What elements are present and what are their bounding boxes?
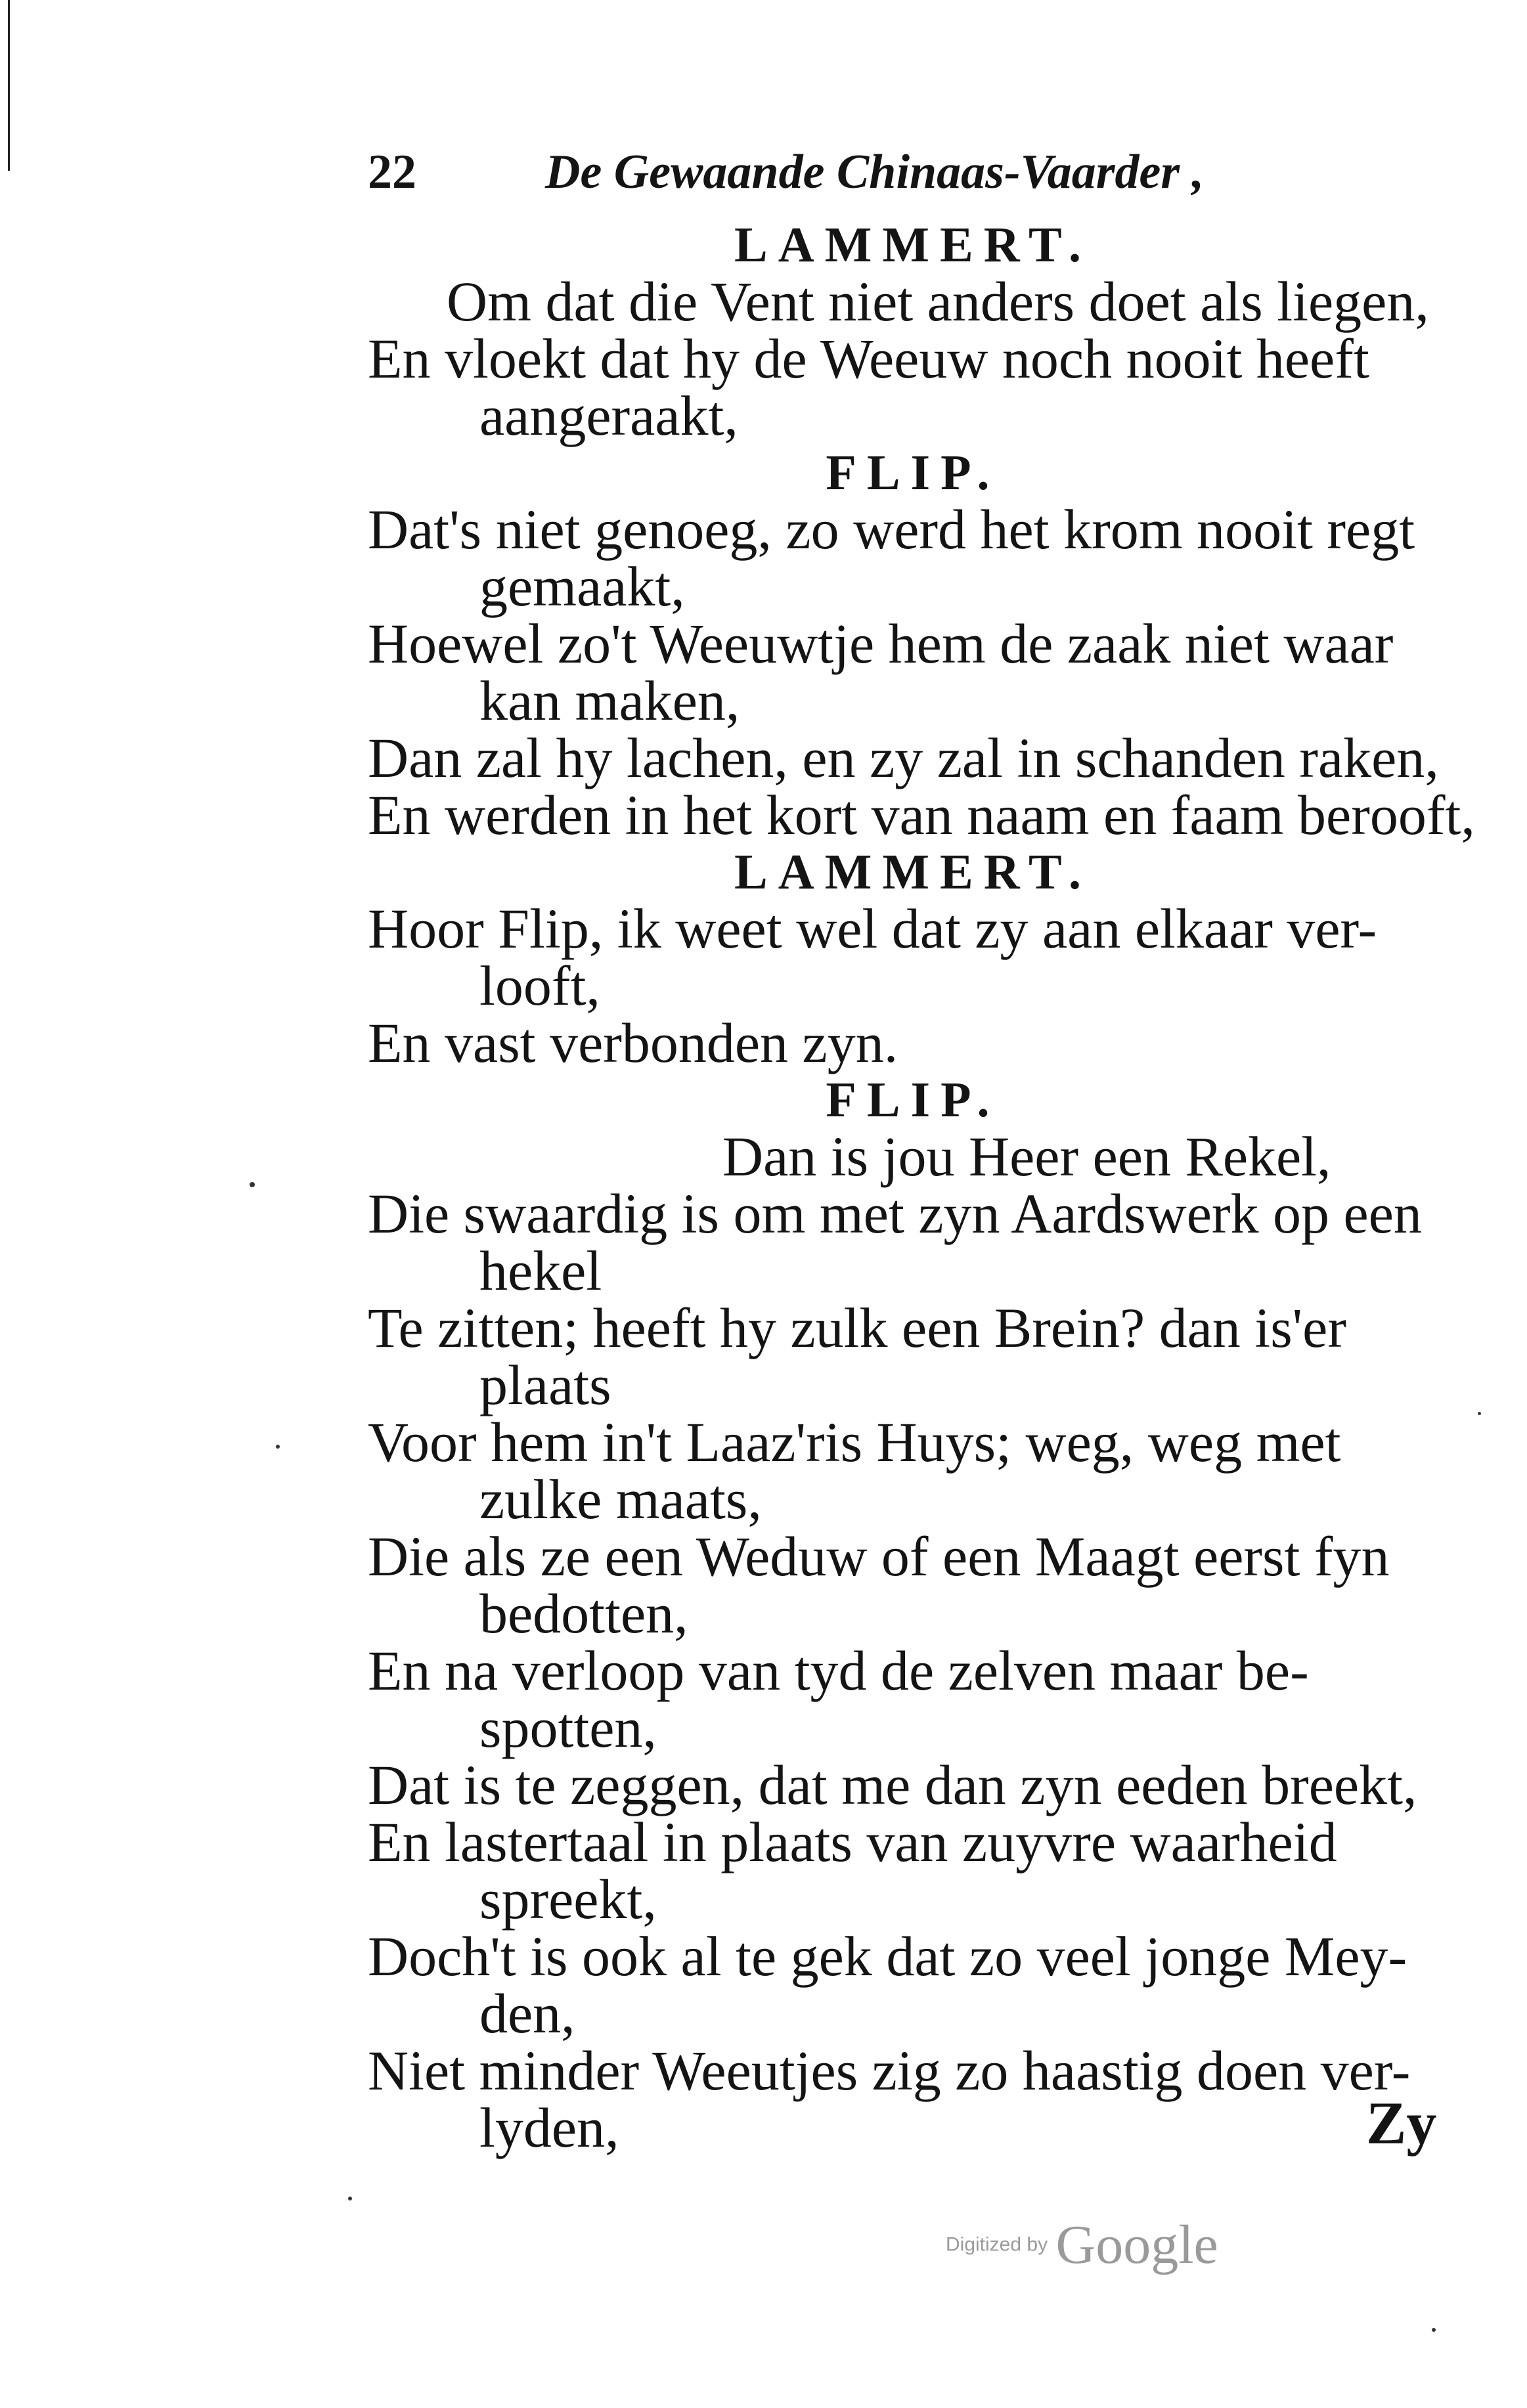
scan-speck [1478,1412,1481,1415]
verse-line: gemaakt, [479,555,685,618]
verse-line: kan maken, [479,669,740,732]
speaker-name: FLIP. [826,1072,1000,1127]
scan-speck [276,1445,280,1449]
verse-line: Dan zal hy lachen, en zy zal in schanden raken, [368,726,1439,789]
speaker-name: LAMMERT. [734,217,1092,273]
page-header [368,138,1300,217]
verse-line: En lastertaal in plaats van zuyvre waarheid [368,1810,1337,1873]
verse-line: Hoewel zo't Weeuwtje hem de zaak niet waar [368,612,1394,675]
verse-text [368,217,1475,2159]
verse-line: Niet minder Weeutjes zig zo haastig doen ver- [368,2039,1411,2102]
verse-line: Dat is te zeggen, dat me dan zyn eeden breekt, [368,1753,1417,1816]
verse-line: Doch't is ook al te gek dat zo veel jonge Mey- [368,1925,1407,1988]
verse-line: spreekt, [479,1868,657,1931]
verse-line: Hoor Flip, ik weet wel dat zy aan elkaar ver- [368,897,1377,960]
verse-line: Die als ze een Weduw of een Maagt eerst fyn [368,1525,1390,1588]
verse-line: En vast verbonden zyn. [368,1011,898,1074]
scan-speck [250,1182,255,1187]
scan-speck [348,2197,352,2200]
speaker-name: FLIP. [826,445,1000,500]
verse-line: lyden, [479,2096,619,2159]
verse-line: Te zitten; heeft hy zulk een Brein? dan is'er [368,1296,1346,1359]
verse-line: den, [479,1982,575,2045]
verse-line: Dan is jou Heer een Rekel, [722,1125,1331,1188]
verse-line: En werden in het kort van naam en faam berooft, [368,783,1475,846]
verse-line: En na verloop van tyd de zelven maar be- [368,1639,1309,1702]
verse-line: Die swaardig is om met zyn Aardswerk op een [368,1182,1422,1245]
verse-line: hekel [479,1239,602,1302]
verse-line: plaats [479,1353,611,1416]
page-number: 22 [368,145,416,199]
digitized-watermark [946,2213,1218,2277]
verse-line: aangeraakt, [479,384,738,447]
speaker-name: LAMMERT. [734,844,1092,900]
verse-line: En vloekt dat hy de Weeuw noch nooit heeft [368,327,1369,390]
running-title: De Gewaande Chinaas-Vaarder , [545,145,1205,199]
scan-speck [1432,2328,1436,2332]
verse-line: spotten, [479,1696,657,1759]
verse-line: Om dat die Vent niet anders doet als liegen, [447,270,1429,333]
verse-line: zulke maats, [479,1468,762,1531]
page-edge-line [8,0,10,171]
verse-line: Dat's niet genoeg, zo werd het krom nooit regt [368,498,1415,561]
verse-line: bedotten, [479,1582,688,1645]
catchword: Zy [1366,2090,1437,2156]
watermark-prefix: Digitized by [946,2233,1048,2256]
google-logo: Google [1055,2214,1218,2275]
verse-line: Voor hem in't Laaz'ris Huys; weg, weg met [368,1411,1341,1474]
verse-line: looft, [479,954,600,1017]
